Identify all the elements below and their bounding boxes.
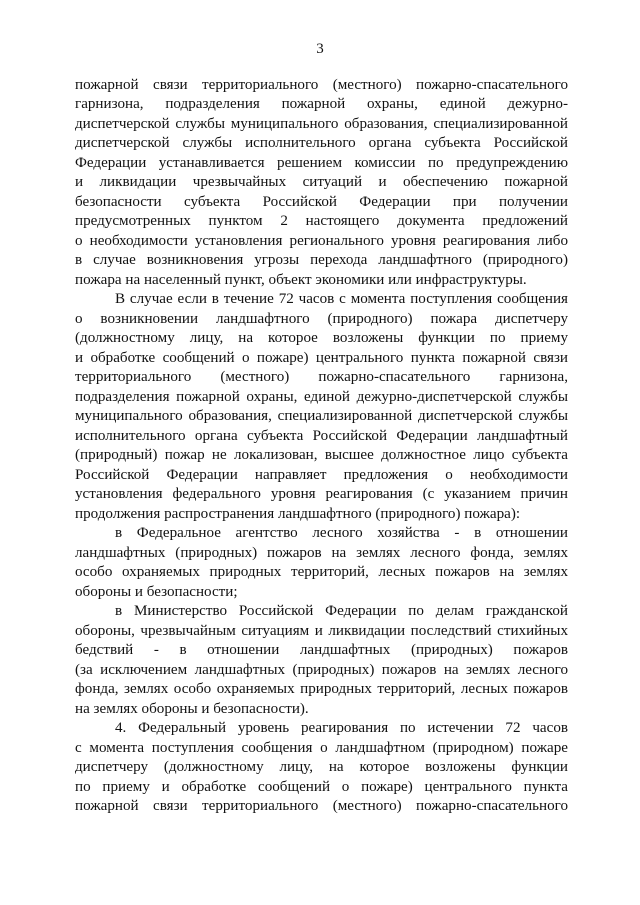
text-line: диспетчеру (должностному лицу, на которое возложены функции xyxy=(75,759,568,775)
text-line: установления федерального уровня реагирования (с указанием причин xyxy=(75,486,568,502)
text-line: (за исключением ландшафтных (природных) пожаров на землях лесного xyxy=(75,661,568,678)
page-number: 3 xyxy=(316,41,324,57)
text-line: пожарной связи территориального (местного) пожарно-спасательного xyxy=(75,798,568,814)
text-line: В случае если в течение 72 часов с момента поступления сообщения xyxy=(115,291,568,307)
text-line: 4. Федеральный уровень реагирования по истечении 72 часов xyxy=(115,720,568,736)
text-line: в Министерство Российской Федерации по делам гражданской xyxy=(115,603,568,619)
text-line: бедствий - в отношении ландшафтных (природных) пожаров xyxy=(75,642,568,658)
text-line: пожара на населенный пункт, объект экономики или инфраструктуры. xyxy=(75,271,527,288)
text-line: и ликвидации чрезвычайных ситуаций и обеспечению пожарной xyxy=(75,174,568,190)
text-line: особо охраняемых природных территорий, лесных пожаров на землях xyxy=(75,564,568,580)
text-line: предусмотренных пунктом 2 настоящего документа предложений xyxy=(75,213,568,229)
text-line: диспетчерской службы исполнительного органа субъекта Российской xyxy=(75,135,568,151)
text-line: продолжения распространения ландшафтного (природного) пожара): xyxy=(75,505,521,522)
text-line: и обработке сообщений о пожаре) центрального пункта пожарной связи xyxy=(75,349,568,366)
text-line: диспетчерской службы муниципального образования, специализированной xyxy=(75,115,568,132)
text-line: обороны, чрезвычайным ситуациям и ликвидации последствий стихийных xyxy=(75,622,568,639)
text-line: гарнизона, подразделения пожарной охраны, единой дежурно- xyxy=(75,96,568,112)
body-text xyxy=(75,76,568,817)
text-line: с момента поступления сообщения о ландшафтном (природном) пожаре xyxy=(75,739,568,756)
text-line: Российской Федерации направляет предложения о необходимости xyxy=(75,466,568,483)
text-line: муниципального образования, специализированной диспетчерской службы xyxy=(75,408,568,424)
text-line: ландшафтных (природных) пожаров на землях лесного фонда, землях xyxy=(75,544,568,561)
text-line: подразделения пожарной охраны, единой дежурно-диспетчерской службы xyxy=(75,388,568,405)
text-line: о возникновении ландшафтного (природного) пожара диспетчеру xyxy=(75,310,568,327)
text-line: о необходимости установления регионального уровня реагирования либо xyxy=(75,232,568,249)
text-line: Федерации устанавливается решением комиссии по предупреждению xyxy=(75,154,568,171)
text-line: (должностному лицу, на которое возложены функции по приему xyxy=(75,330,568,346)
text-line: в случае возникновения угрозы перехода ландшафтного (природного) xyxy=(75,252,568,268)
text-line: на землях обороны и безопасности). xyxy=(75,700,309,717)
text-line: по приему и обработке сообщений о пожаре) центрального пункта xyxy=(75,778,568,795)
text-line: безопасности субъекта Российской Федерации при получении xyxy=(75,193,568,210)
text-line: исполнительного органа субъекта Российской Федерации ландшафтный xyxy=(75,427,568,444)
text-line: пожарной связи территориального (местного) пожарно-спасательного xyxy=(75,76,568,93)
text-line: (природный) пожар не локализован, высшее должностное лицо субъекта xyxy=(75,447,568,463)
text-line: фонда, землях особо охраняемых природных территорий, лесных пожаров xyxy=(75,681,568,697)
text-line: в Федеральное агентство лесного хозяйства - в отношении xyxy=(115,525,568,541)
text-line: обороны и безопасности; xyxy=(75,583,238,600)
text-line: территориального (местного) пожарно-спасательного гарнизона, xyxy=(75,369,568,385)
